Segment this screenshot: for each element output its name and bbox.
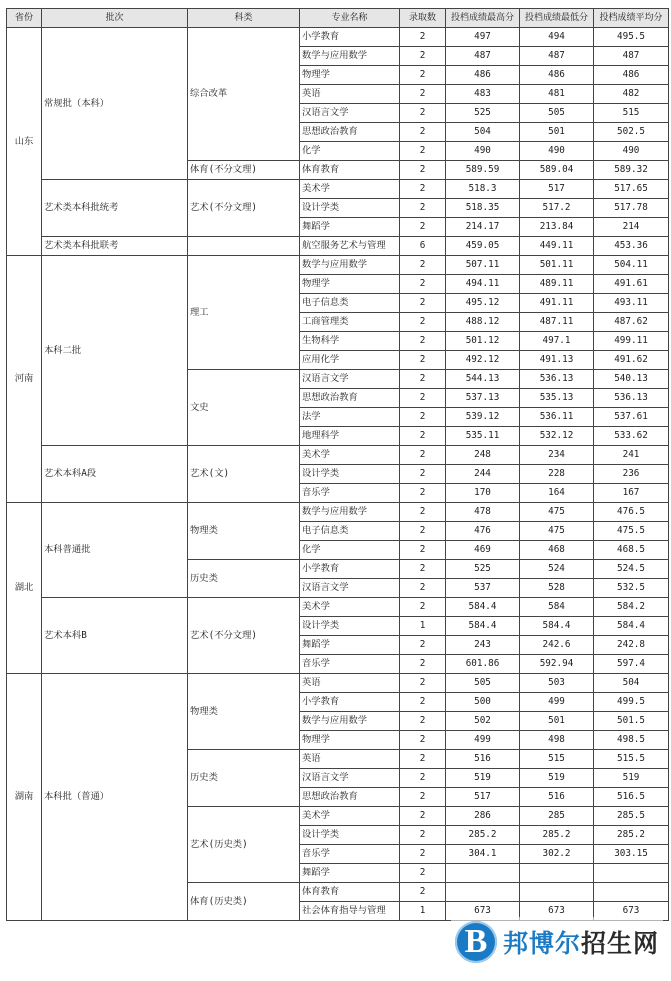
- admitted-count-cell: 2: [400, 788, 446, 807]
- min-score-cell: 589.04: [520, 161, 594, 180]
- major-cell: 汉语言文学: [300, 104, 400, 123]
- avg-score-cell: 519: [594, 769, 669, 788]
- max-score-cell: 544.13: [446, 370, 520, 389]
- table-row: [7, 598, 669, 617]
- major-cell: 电子信息类: [300, 522, 400, 541]
- max-score-cell: 488.12: [446, 313, 520, 332]
- admitted-count-cell: 2: [400, 28, 446, 47]
- max-score-cell: 495.12: [446, 294, 520, 313]
- major-cell: 物理学: [300, 66, 400, 85]
- admitted-count-cell: 2: [400, 598, 446, 617]
- admitted-count-cell: 2: [400, 446, 446, 465]
- category-cell: 物理类: [188, 503, 300, 560]
- max-score-cell: 539.12: [446, 408, 520, 427]
- major-cell: 小学教育: [300, 560, 400, 579]
- table-row: [7, 28, 669, 47]
- col-header-avg-score: 投档成绩平均分: [594, 9, 669, 28]
- avg-score-cell: 524.5: [594, 560, 669, 579]
- major-cell: 小学教育: [300, 28, 400, 47]
- max-score-cell: 244: [446, 465, 520, 484]
- max-score-cell: 673: [446, 902, 520, 921]
- admitted-count-cell: 2: [400, 845, 446, 864]
- min-score-cell: 164: [520, 484, 594, 503]
- avg-score-cell: 589.32: [594, 161, 669, 180]
- col-header-admitted: 录取数: [400, 9, 446, 28]
- major-cell: 汉语言文学: [300, 579, 400, 598]
- max-score-cell: 519: [446, 769, 520, 788]
- major-cell: 地理科学: [300, 427, 400, 446]
- max-score-cell: 502: [446, 712, 520, 731]
- avg-score-cell: 502.5: [594, 123, 669, 142]
- max-score-cell: 589.59: [446, 161, 520, 180]
- min-score-cell: 528: [520, 579, 594, 598]
- major-cell: 设计学类: [300, 826, 400, 845]
- admitted-count-cell: 2: [400, 142, 446, 161]
- min-score-cell: 489.11: [520, 275, 594, 294]
- batch-cell: 艺术类本科批统考: [42, 180, 188, 237]
- admitted-count-cell: 2: [400, 693, 446, 712]
- max-score-cell: [446, 864, 520, 883]
- watermark-text: 邦博尔招生网: [502, 929, 659, 958]
- min-score-cell: 475: [520, 522, 594, 541]
- major-cell: 舞蹈学: [300, 218, 400, 237]
- max-score-cell: 469: [446, 541, 520, 560]
- max-score-cell: 459.05: [446, 237, 520, 256]
- major-cell: 化学: [300, 541, 400, 560]
- category-cell: 艺术(不分文理): [188, 598, 300, 674]
- admitted-count-cell: 2: [400, 180, 446, 199]
- avg-score-cell: 584.4: [594, 617, 669, 636]
- max-score-cell: 505: [446, 674, 520, 693]
- admitted-count-cell: 2: [400, 123, 446, 142]
- admitted-count-cell: 2: [400, 275, 446, 294]
- batch-cell: 常规批（本科）: [42, 28, 188, 180]
- major-cell: 思想政治教育: [300, 389, 400, 408]
- avg-score-cell: 498.5: [594, 731, 669, 750]
- avg-score-cell: [594, 883, 669, 902]
- category-cell: 体育(不分文理): [188, 161, 300, 180]
- province-cell: 湖北: [7, 503, 42, 674]
- min-score-cell: 516: [520, 788, 594, 807]
- admitted-count-cell: 2: [400, 883, 446, 902]
- min-score-cell: 535.13: [520, 389, 594, 408]
- admitted-count-cell: 2: [400, 826, 446, 845]
- min-score-cell: 592.94: [520, 655, 594, 674]
- province-cell: 山东: [7, 28, 42, 256]
- category-cell: 理工: [188, 256, 300, 370]
- avg-score-cell: 236: [594, 465, 669, 484]
- avg-score-cell: 214: [594, 218, 669, 237]
- admission-score-table: [6, 8, 669, 921]
- admission-table-sheet: [6, 8, 668, 921]
- min-score-cell: 524: [520, 560, 594, 579]
- major-cell: 化学: [300, 142, 400, 161]
- max-score-cell: 497: [446, 28, 520, 47]
- avg-score-cell: 499.5: [594, 693, 669, 712]
- admitted-count-cell: 2: [400, 351, 446, 370]
- batch-cell: 本科批（普通）: [42, 674, 188, 921]
- table-row: [7, 256, 669, 275]
- admitted-count-cell: 2: [400, 484, 446, 503]
- max-score-cell: 525: [446, 560, 520, 579]
- avg-score-cell: 241: [594, 446, 669, 465]
- category-cell: 艺术(不分文理): [188, 180, 300, 237]
- batch-cell: 艺术类本科批联考: [42, 237, 188, 256]
- max-score-cell: 537.13: [446, 389, 520, 408]
- min-score-cell: 515: [520, 750, 594, 769]
- batch-cell: 本科普通批: [42, 503, 188, 598]
- min-score-cell: 505: [520, 104, 594, 123]
- max-score-cell: 501.12: [446, 332, 520, 351]
- table-row: [7, 503, 669, 522]
- col-header-max-score: 投档成绩最高分: [446, 9, 520, 28]
- max-score-cell: 248: [446, 446, 520, 465]
- min-score-cell: 449.11: [520, 237, 594, 256]
- avg-score-cell: 453.36: [594, 237, 669, 256]
- avg-score-cell: 487: [594, 47, 669, 66]
- min-score-cell: 498: [520, 731, 594, 750]
- min-score-cell: 468: [520, 541, 594, 560]
- max-score-cell: 518.35: [446, 199, 520, 218]
- category-cell: 体育(历史类): [188, 883, 300, 921]
- admitted-count-cell: 2: [400, 655, 446, 674]
- admitted-count-cell: 2: [400, 104, 446, 123]
- col-header-min-score: 投档成绩最低分: [520, 9, 594, 28]
- col-header-province: 省份: [7, 9, 42, 28]
- avg-score-cell: 167: [594, 484, 669, 503]
- max-score-cell: 478: [446, 503, 520, 522]
- admitted-count-cell: 2: [400, 199, 446, 218]
- category-cell: [188, 237, 300, 256]
- min-score-cell: 536.13: [520, 370, 594, 389]
- major-cell: 体育教育: [300, 161, 400, 180]
- min-score-cell: 532.12: [520, 427, 594, 446]
- min-score-cell: 486: [520, 66, 594, 85]
- major-cell: 汉语言文学: [300, 370, 400, 389]
- admitted-count-cell: 2: [400, 674, 446, 693]
- avg-score-cell: 537.61: [594, 408, 669, 427]
- major-cell: 音乐学: [300, 484, 400, 503]
- min-score-cell: [520, 883, 594, 902]
- admitted-count-cell: 2: [400, 389, 446, 408]
- admitted-count-cell: 6: [400, 237, 446, 256]
- min-score-cell: 302.2: [520, 845, 594, 864]
- admitted-count-cell: 2: [400, 750, 446, 769]
- min-score-cell: 487.11: [520, 313, 594, 332]
- admitted-count-cell: 2: [400, 712, 446, 731]
- major-cell: 美术学: [300, 180, 400, 199]
- category-cell: 历史类: [188, 560, 300, 598]
- major-cell: 数学与应用数学: [300, 712, 400, 731]
- max-score-cell: 285.2: [446, 826, 520, 845]
- major-cell: 小学教育: [300, 693, 400, 712]
- avg-score-cell: 495.5: [594, 28, 669, 47]
- avg-score-cell: 487.62: [594, 313, 669, 332]
- max-score-cell: 525: [446, 104, 520, 123]
- max-score-cell: 507.11: [446, 256, 520, 275]
- max-score-cell: 500: [446, 693, 520, 712]
- major-cell: 法学: [300, 408, 400, 427]
- min-score-cell: 490: [520, 142, 594, 161]
- admitted-count-cell: 2: [400, 769, 446, 788]
- major-cell: 思想政治教育: [300, 788, 400, 807]
- major-cell: 美术学: [300, 446, 400, 465]
- max-score-cell: 584.4: [446, 617, 520, 636]
- avg-score-cell: 504: [594, 674, 669, 693]
- avg-score-cell: 499.11: [594, 332, 669, 351]
- major-cell: 物理学: [300, 731, 400, 750]
- max-score-cell: 535.11: [446, 427, 520, 446]
- avg-score-cell: 516.5: [594, 788, 669, 807]
- min-score-cell: 501.11: [520, 256, 594, 275]
- min-score-cell: 491.13: [520, 351, 594, 370]
- min-score-cell: 497.1: [520, 332, 594, 351]
- admitted-count-cell: 2: [400, 807, 446, 826]
- avg-score-cell: 475.5: [594, 522, 669, 541]
- category-cell: 综合改革: [188, 28, 300, 161]
- avg-score-cell: 468.5: [594, 541, 669, 560]
- min-score-cell: 517: [520, 180, 594, 199]
- max-score-cell: 518.3: [446, 180, 520, 199]
- major-cell: 设计学类: [300, 465, 400, 484]
- major-cell: 思想政治教育: [300, 123, 400, 142]
- major-cell: 音乐学: [300, 845, 400, 864]
- admitted-count-cell: 1: [400, 617, 446, 636]
- admitted-count-cell: 2: [400, 161, 446, 180]
- watermark-logo-icon: B: [455, 921, 497, 963]
- min-score-cell: 519: [520, 769, 594, 788]
- max-score-cell: 490: [446, 142, 520, 161]
- max-score-cell: 286: [446, 807, 520, 826]
- admitted-count-cell: 2: [400, 370, 446, 389]
- avg-score-cell: 482: [594, 85, 669, 104]
- min-score-cell: 584: [520, 598, 594, 617]
- major-cell: 英语: [300, 674, 400, 693]
- min-score-cell: 491.11: [520, 294, 594, 313]
- min-score-cell: 481: [520, 85, 594, 104]
- col-header-batch: 批次: [42, 9, 188, 28]
- max-score-cell: 504: [446, 123, 520, 142]
- major-cell: 生物科学: [300, 332, 400, 351]
- table-row: [7, 180, 669, 199]
- table-body: [7, 28, 669, 921]
- min-score-cell: 517.2: [520, 199, 594, 218]
- table-row: [7, 674, 669, 693]
- admitted-count-cell: 2: [400, 541, 446, 560]
- min-score-cell: 673: [520, 902, 594, 921]
- batch-cell: 艺术本科B: [42, 598, 188, 674]
- major-cell: 物理学: [300, 275, 400, 294]
- category-cell: 历史类: [188, 750, 300, 807]
- admitted-count-cell: 2: [400, 636, 446, 655]
- max-score-cell: [446, 883, 520, 902]
- admitted-count-cell: 2: [400, 579, 446, 598]
- avg-score-cell: 532.5: [594, 579, 669, 598]
- category-cell: 艺术(历史类): [188, 807, 300, 883]
- admitted-count-cell: 2: [400, 560, 446, 579]
- avg-score-cell: 486: [594, 66, 669, 85]
- max-score-cell: 214.17: [446, 218, 520, 237]
- avg-score-cell: 242.8: [594, 636, 669, 655]
- major-cell: 美术学: [300, 598, 400, 617]
- major-cell: 英语: [300, 750, 400, 769]
- avg-score-cell: 285.5: [594, 807, 669, 826]
- table-row: [7, 446, 669, 465]
- major-cell: 设计学类: [300, 199, 400, 218]
- admitted-count-cell: 2: [400, 332, 446, 351]
- category-cell: 文史: [188, 370, 300, 446]
- min-score-cell: [520, 864, 594, 883]
- min-score-cell: 494: [520, 28, 594, 47]
- max-score-cell: 584.4: [446, 598, 520, 617]
- max-score-cell: 243: [446, 636, 520, 655]
- min-score-cell: 501: [520, 123, 594, 142]
- admitted-count-cell: 2: [400, 465, 446, 484]
- avg-score-cell: 515.5: [594, 750, 669, 769]
- avg-score-cell: 504.11: [594, 256, 669, 275]
- avg-score-cell: 673: [594, 902, 669, 921]
- major-cell: 社会体育指导与管理: [300, 902, 400, 921]
- category-cell: 物理类: [188, 674, 300, 750]
- min-score-cell: 285.2: [520, 826, 594, 845]
- col-header-category: 科类: [188, 9, 300, 28]
- min-score-cell: 503: [520, 674, 594, 693]
- admitted-count-cell: 1: [400, 902, 446, 921]
- max-score-cell: 537: [446, 579, 520, 598]
- max-score-cell: 494.11: [446, 275, 520, 294]
- avg-score-cell: [594, 864, 669, 883]
- admitted-count-cell: 2: [400, 218, 446, 237]
- avg-score-cell: 517.78: [594, 199, 669, 218]
- max-score-cell: 487: [446, 47, 520, 66]
- min-score-cell: 234: [520, 446, 594, 465]
- admitted-count-cell: 2: [400, 522, 446, 541]
- major-cell: 美术学: [300, 807, 400, 826]
- major-cell: 汉语言文学: [300, 769, 400, 788]
- major-cell: 应用化学: [300, 351, 400, 370]
- major-cell: 体育教育: [300, 883, 400, 902]
- admitted-count-cell: 2: [400, 294, 446, 313]
- major-cell: 设计学类: [300, 617, 400, 636]
- col-header-major: 专业名称: [300, 9, 400, 28]
- max-score-cell: 476: [446, 522, 520, 541]
- min-score-cell: 536.11: [520, 408, 594, 427]
- admitted-count-cell: 2: [400, 408, 446, 427]
- province-cell: 河南: [7, 256, 42, 503]
- province-cell: 湖南: [7, 674, 42, 921]
- avg-score-cell: 285.2: [594, 826, 669, 845]
- max-score-cell: 486: [446, 66, 520, 85]
- max-score-cell: 483: [446, 85, 520, 104]
- header-row: [7, 9, 669, 28]
- site-watermark: [451, 917, 663, 967]
- major-cell: 舞蹈学: [300, 636, 400, 655]
- admitted-count-cell: 2: [400, 313, 446, 332]
- min-score-cell: 499: [520, 693, 594, 712]
- avg-score-cell: 491.61: [594, 275, 669, 294]
- avg-score-cell: 584.2: [594, 598, 669, 617]
- max-score-cell: 492.12: [446, 351, 520, 370]
- avg-score-cell: 490: [594, 142, 669, 161]
- major-cell: 电子信息类: [300, 294, 400, 313]
- admitted-count-cell: 2: [400, 731, 446, 750]
- admitted-count-cell: 2: [400, 427, 446, 446]
- major-cell: 数学与应用数学: [300, 47, 400, 66]
- batch-cell: 本科二批: [42, 256, 188, 446]
- admitted-count-cell: 2: [400, 85, 446, 104]
- major-cell: 音乐学: [300, 655, 400, 674]
- batch-cell: 艺术本科A段: [42, 446, 188, 503]
- major-cell: 工商管理类: [300, 313, 400, 332]
- max-score-cell: 516: [446, 750, 520, 769]
- major-cell: 英语: [300, 85, 400, 104]
- max-score-cell: 601.86: [446, 655, 520, 674]
- min-score-cell: 584.4: [520, 617, 594, 636]
- max-score-cell: 499: [446, 731, 520, 750]
- min-score-cell: 285: [520, 807, 594, 826]
- admitted-count-cell: 2: [400, 47, 446, 66]
- min-score-cell: 242.6: [520, 636, 594, 655]
- avg-score-cell: 540.13: [594, 370, 669, 389]
- min-score-cell: 487: [520, 47, 594, 66]
- max-score-cell: 517: [446, 788, 520, 807]
- admitted-count-cell: 2: [400, 256, 446, 275]
- avg-score-cell: 476.5: [594, 503, 669, 522]
- admitted-count-cell: 2: [400, 66, 446, 85]
- major-cell: 数学与应用数学: [300, 503, 400, 522]
- major-cell: 数学与应用数学: [300, 256, 400, 275]
- avg-score-cell: 501.5: [594, 712, 669, 731]
- min-score-cell: 228: [520, 465, 594, 484]
- avg-score-cell: 493.11: [594, 294, 669, 313]
- avg-score-cell: 597.4: [594, 655, 669, 674]
- table-row: [7, 237, 669, 256]
- category-cell: 艺术(文): [188, 446, 300, 503]
- min-score-cell: 475: [520, 503, 594, 522]
- avg-score-cell: 491.62: [594, 351, 669, 370]
- major-cell: 舞蹈学: [300, 864, 400, 883]
- avg-score-cell: 533.62: [594, 427, 669, 446]
- min-score-cell: 501: [520, 712, 594, 731]
- avg-score-cell: 517.65: [594, 180, 669, 199]
- avg-score-cell: 536.13: [594, 389, 669, 408]
- admitted-count-cell: 2: [400, 503, 446, 522]
- avg-score-cell: 303.15: [594, 845, 669, 864]
- max-score-cell: 304.1: [446, 845, 520, 864]
- max-score-cell: 170: [446, 484, 520, 503]
- avg-score-cell: 515: [594, 104, 669, 123]
- major-cell: 航空服务艺术与管理: [300, 237, 400, 256]
- min-score-cell: 213.84: [520, 218, 594, 237]
- admitted-count-cell: 2: [400, 864, 446, 883]
